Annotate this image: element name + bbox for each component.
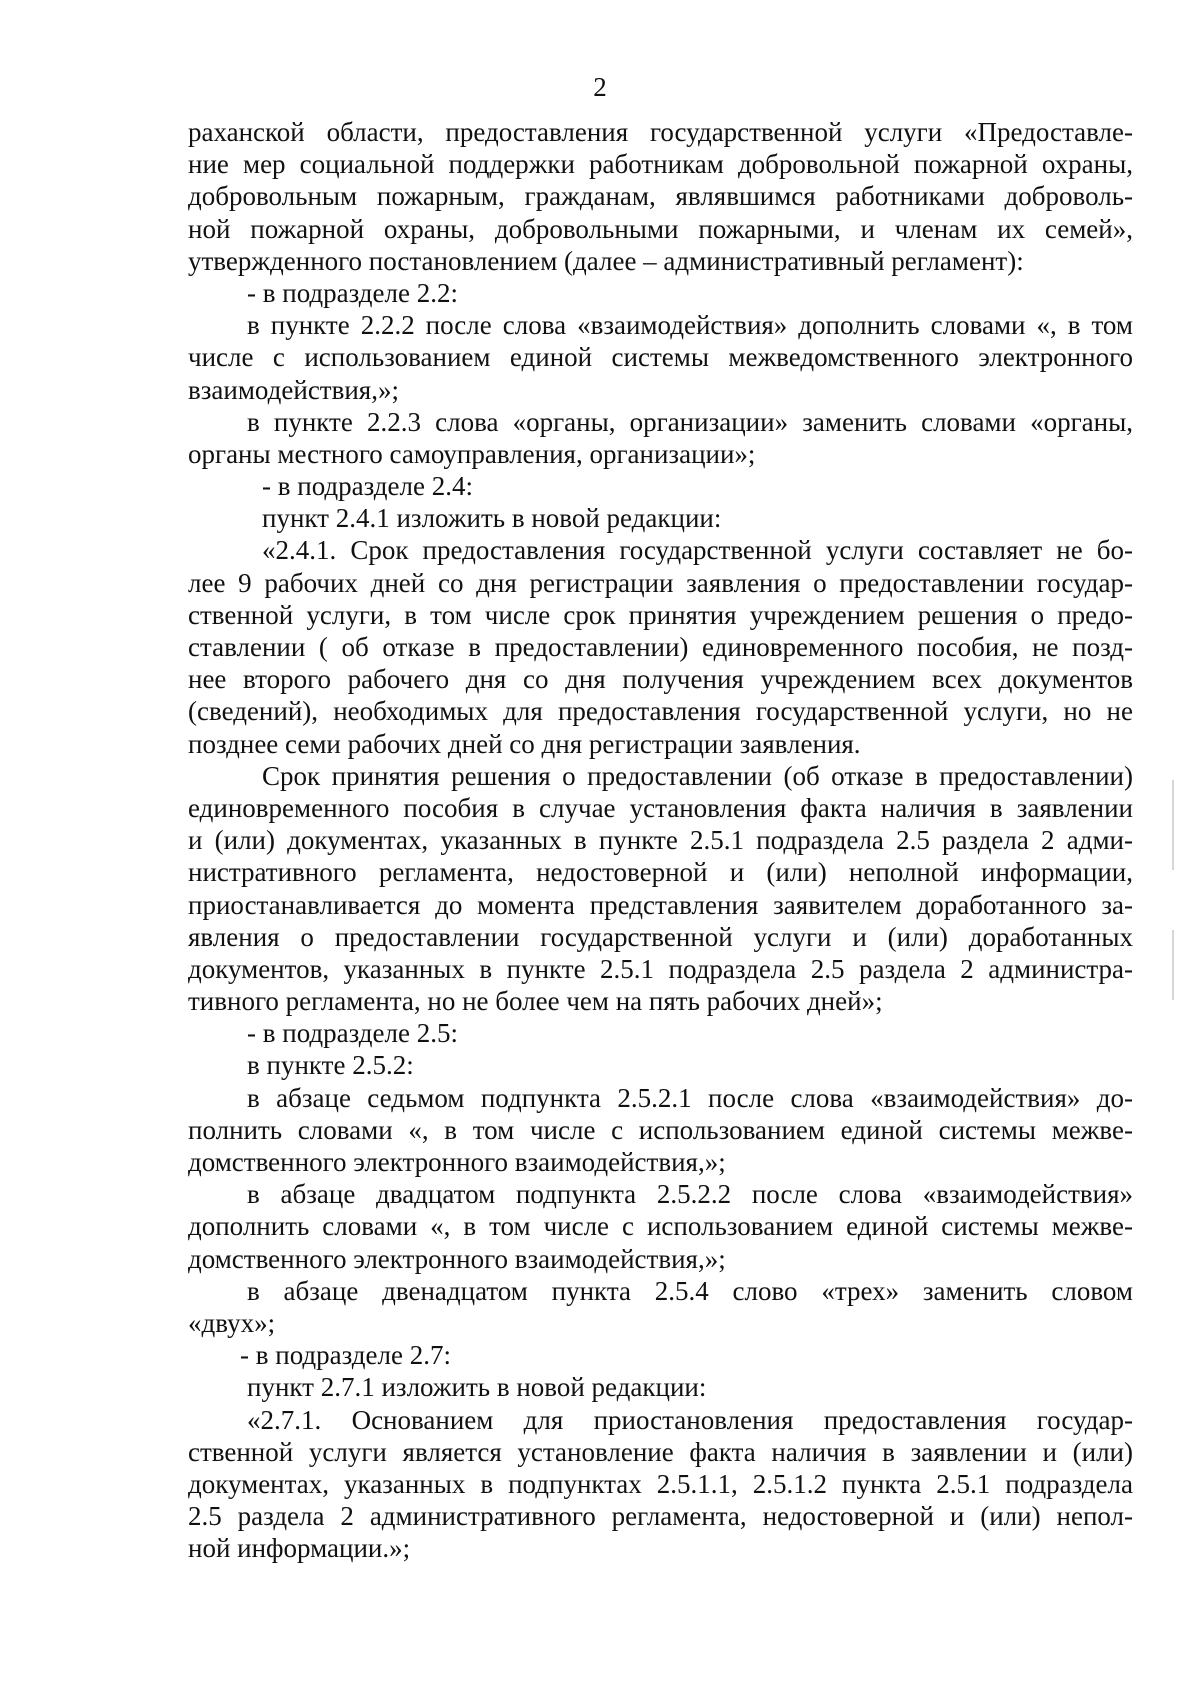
text-line: нее второго рабочего дня со дня получения учреждением всех документов [188,664,1133,695]
text-line: в абзаце двадцатом подпункта 2.5.2.2 после слова «взаимодействия» [247,1179,1133,1210]
text-line: явления о предоставлении государственной услуги и (или) доработанных [188,921,1133,952]
text-line: утвержденного постановлением (далее – административный регламент): [188,245,1024,276]
text-line: 2.5 раздела 2 административного регламента, недостоверной и (или) непол- [188,1501,1133,1532]
text-line: - в подразделе 2.2: [247,277,458,308]
text-line: приостанавливается до момента представления заявителем доработанного за- [188,889,1133,920]
text-line: в пункте 2.5.2: [247,1050,414,1081]
text-line: - в подразделе 2.7: [240,1340,451,1371]
text-line: единовременного пособия в случае установления факта наличия в заявлении [188,792,1133,823]
text-line: ние мер социальной поддержки работникам добровольной пожарной охраны, [188,149,1133,180]
text-line: нистративного регламента, недостоверной и (или) неполной информации, [188,857,1133,888]
text-line: ной информации.»; [188,1533,411,1564]
text-line: ставлении ( об отказе в предоставлении) единовременного пособия, не позд- [188,632,1133,662]
text-line: ственной услуги является установление факта наличия в заявлении и (или) [188,1436,1133,1467]
text-line: в пункте 2.2.3 слова «органы, организации» заменить словами «органы, [247,406,1133,437]
document-body [188,116,1133,1564]
text-line: в пункте 2.2.2 после слова «взаимодействия» дополнить словами «, в том [247,310,1133,341]
text-line: добровольным пожарным, гражданам, являвшимся работниками доброволь- [188,181,1133,212]
text-line: позднее семи рабочих дней со дня регистрации заявления. [188,728,861,759]
text-line: «2.4.1. Срок предоставления государственной услуги составляет не бо- [262,535,1133,566]
text-line: числе с использованием единой системы межведомственного электронного [188,342,1133,373]
text-line: тивного регламента, но не более чем на пять рабочих дней»; [188,986,883,1017]
text-line: домственного электронного взаимодействия,»; [188,1147,726,1177]
text-line: полнить словами «, в том числе с использованием единой системы межве- [188,1114,1133,1145]
text-line: документах, указанных в подпунктах 2.5.1.1, 2.5.1.2 пункта 2.5.1 подраздела [188,1468,1133,1499]
text-line: пункт 2.7.1 изложить в новой редакции: [247,1372,707,1403]
text-line: Срок принятия решения о предоставлении (об отказе в предоставлении) [262,760,1133,791]
text-line: - в подразделе 2.4: [262,471,473,502]
text-line: пункт 2.4.1 изложить в новой редакции: [262,503,722,534]
text-line: дополнить словами «, в том числе с использованием единой системы межве- [188,1211,1133,1242]
text-line: ственной услуги, в том числе срок принятия учреждением решения о предо- [188,599,1133,630]
scan-artifact-line [1172,780,1174,870]
text-line: (сведений), необходимых для предоставления государственной услуги, но не [188,696,1133,727]
text-line: - в подразделе 2.5: [247,1018,458,1049]
text-line: в абзаце седьмом подпункта 2.5.2.1 после слова «взаимодействия» до- [247,1082,1133,1113]
text-line: взаимодействия,»; [188,374,399,405]
scan-artifact-line [1172,930,1174,1000]
text-line: в абзаце двенадцатом пункта 2.5.4 слово «трех» заменить словом [247,1275,1133,1306]
text-line: органы местного самоуправления, организации»; [188,438,756,469]
text-line: и (или) документах, указанных в пункте 2.5.1 подраздела 2.5 раздела 2 адми- [188,825,1133,856]
page-number: 2 [593,72,607,102]
text-line: домственного электронного взаимодействия,»; [188,1243,726,1274]
text-line: ной пожарной охраны, добровольными пожарными, и членам их семей», [188,213,1133,244]
text-line: «двух»; [188,1307,276,1338]
text-line: раханской области, предоставления государственной услуги «Предоставле- [188,117,1133,147]
text-line: документов, указанных в пункте 2.5.1 подраздела 2.5 раздела 2 администра- [188,953,1133,984]
text-line: «2.7.1. Основанием для приостановления предоставления государ- [247,1404,1133,1435]
text-line: лее 9 рабочих дней со дня регистрации заявления о предоставлении государ- [188,567,1133,598]
